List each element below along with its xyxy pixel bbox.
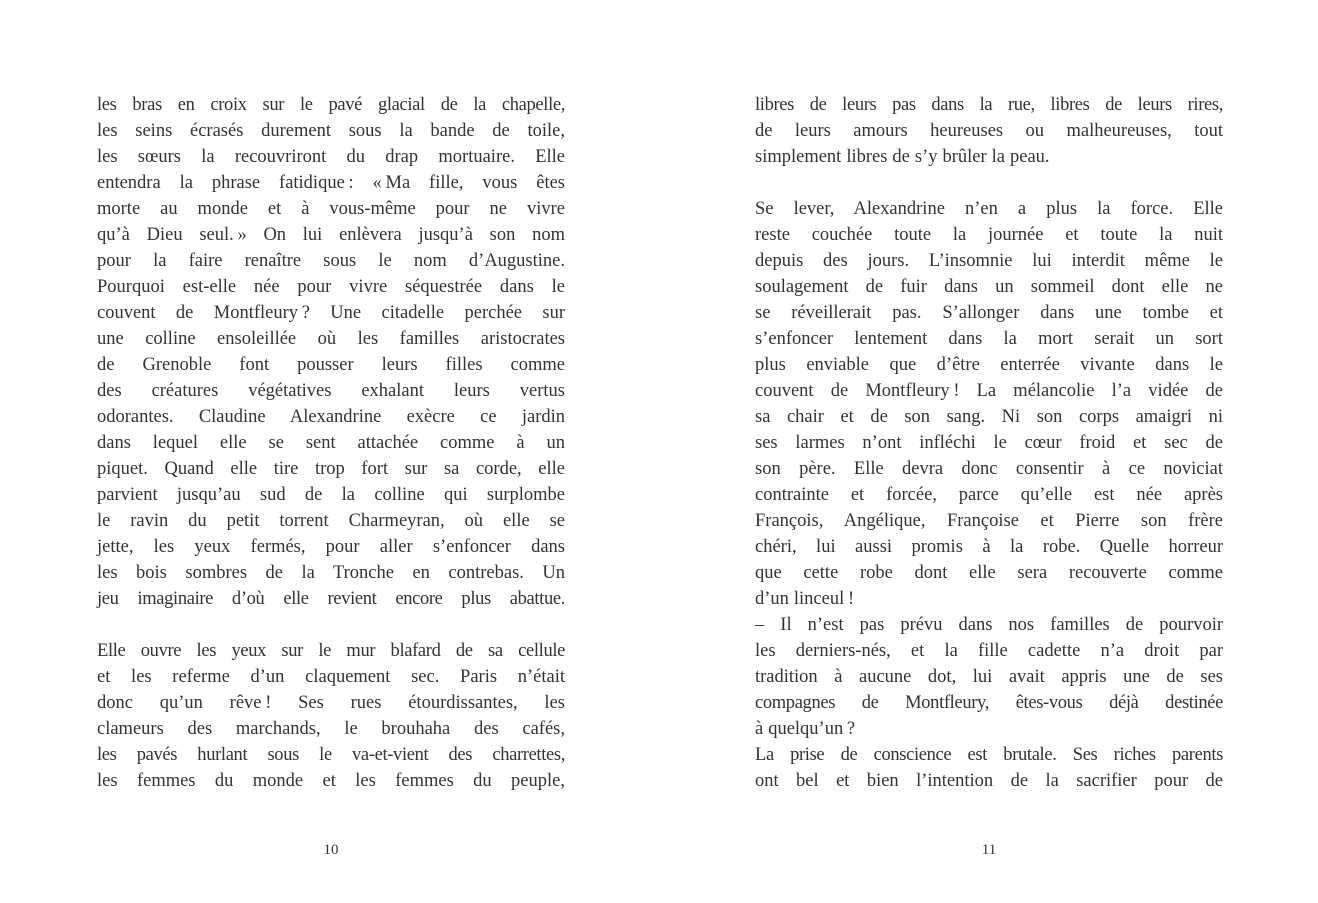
paragraph	[755, 92, 1223, 170]
text-line: ont bel et bien l’intention de la sacrifier pour de	[755, 771, 1223, 791]
text-line: se réveillerait pas. S’allonger dans une tombe et	[755, 303, 1223, 323]
text-line: son père. Elle devra donc consentir à ce noviciat	[755, 459, 1223, 479]
text-line: jette, les yeux fermés, pour aller s’enfoncer dans	[97, 537, 565, 557]
text-line: pour la faire renaître sous le nom d’Augustine.	[97, 251, 565, 271]
text-line: donc qu’un rêve ! Ses rues étourdissantes, les	[97, 693, 565, 713]
text-line: clameurs des marchands, le brouhaha des cafés,	[97, 719, 565, 739]
text-line: Elle ouvre les yeux sur le mur blafard de sa cellule	[97, 641, 565, 661]
text-line: des créatures végétatives exhalant leurs vertus	[97, 381, 565, 401]
text-line: soulagement de fuir dans un sommeil dont elle ne	[755, 277, 1223, 297]
text-line: les sœurs la recouvriront du drap mortuaire. Elle	[97, 147, 565, 167]
text-line: entendra la phrase fatidique : « Ma fille, vous êtes	[97, 173, 565, 193]
paragraph	[755, 196, 1223, 794]
text-line: parvient jusqu’au sud de la colline qui surplombe	[97, 485, 565, 505]
text-line: simplement libres de s’y brûler la peau.	[755, 147, 1050, 167]
text-line: Se lever, Alexandrine n’en a plus la force. Elle	[755, 199, 1223, 219]
page-number-left: 10	[323, 842, 339, 858]
page-number-right: 11	[981, 842, 997, 858]
text-line: sa chair et de son sang. Ni son corps amaigri ni	[755, 407, 1223, 427]
text-line: les bras en croix sur le pavé glacial de la chapelle,	[97, 95, 565, 115]
text-line: les derniers-nés, et la fille cadette n’a droit par	[755, 641, 1223, 661]
text-line: reste couchée toute la journée et toute la nuit	[755, 225, 1223, 245]
page-left-text	[97, 92, 565, 794]
text-line: – Il n’est pas prévu dans nos familles de pourvoir	[755, 615, 1223, 635]
text-line: piquet. Quand elle tire trop fort sur sa corde, elle	[97, 459, 565, 479]
text-line: depuis des jours. L’insomnie lui interdit même le	[755, 251, 1223, 271]
text-line: tradition à aucune dot, lui avait appris une de ses	[755, 667, 1223, 687]
text-line: chéri, lui aussi promis à la robe. Quelle horreur	[755, 537, 1223, 557]
text-line: et les referme d’un claquement sec. Paris n’était	[97, 667, 565, 687]
text-line: couvent de Montfleury ? Une citadelle perchée sur	[97, 303, 565, 323]
text-line: de leurs amours heureuses ou malheureuses, tout	[755, 121, 1223, 141]
text-line: ses larmes n’ont infléchi le cœur froid et sec de	[755, 433, 1223, 453]
text-line: jeu imaginaire d’où elle revient encore plus abattue.	[97, 589, 565, 609]
text-line: libres de leurs pas dans la rue, libres de leurs rires,	[755, 95, 1223, 115]
text-line: le ravin du petit torrent Charmeyran, où elle se	[97, 511, 565, 531]
text-line: contrainte et forcée, parce qu’elle est née après	[755, 485, 1223, 505]
text-line: les bois sombres de la Tronche en contrebas. Un	[97, 563, 565, 583]
text-line: d’un linceul !	[755, 589, 855, 609]
text-line: à quelqu’un ?	[755, 719, 856, 739]
text-line: dans lequel elle se sent attachée comme à un	[97, 433, 565, 453]
text-line: les femmes du monde et les femmes du peuple,	[97, 771, 565, 791]
text-line: qu’à Dieu seul. » On lui enlèvera jusqu’à son nom	[97, 225, 565, 245]
text-line: une colline ensoleillée où les familles aristocrates	[97, 329, 565, 349]
text-line: s’enfoncer lentement dans la mort serait un sort	[755, 329, 1223, 349]
text-line: les pavés hurlant sous le va-et-vient des charrettes,	[97, 745, 565, 765]
text-line: de Grenoble font pousser leurs filles comme	[97, 355, 565, 375]
page-right-text	[755, 92, 1223, 794]
text-line: La prise de conscience est brutale. Ses riches parents	[755, 745, 1223, 765]
text-line: couvent de Montfleury ! La mélancolie l’a vidée de	[755, 381, 1223, 401]
paragraph	[97, 638, 565, 794]
text-line: que cette robe dont elle sera recouverte comme	[755, 563, 1223, 583]
text-line: plus enviable que d’être enterrée vivante dans le	[755, 355, 1223, 375]
text-line: les seins écrasés durement sous la bande de toile,	[97, 121, 565, 141]
text-line: compagnes de Montfleury, êtes-vous déjà destinée	[755, 693, 1223, 713]
text-line: morte au monde et à vous-même pour ne vivre	[97, 199, 565, 219]
text-line: François, Angélique, Françoise et Pierre son frère	[755, 511, 1223, 531]
paragraph	[97, 92, 565, 612]
text-line: Pourquoi est-elle née pour vivre séquestrée dans le	[97, 277, 565, 297]
text-line: odorantes. Claudine Alexandrine exècre ce jardin	[97, 407, 565, 427]
